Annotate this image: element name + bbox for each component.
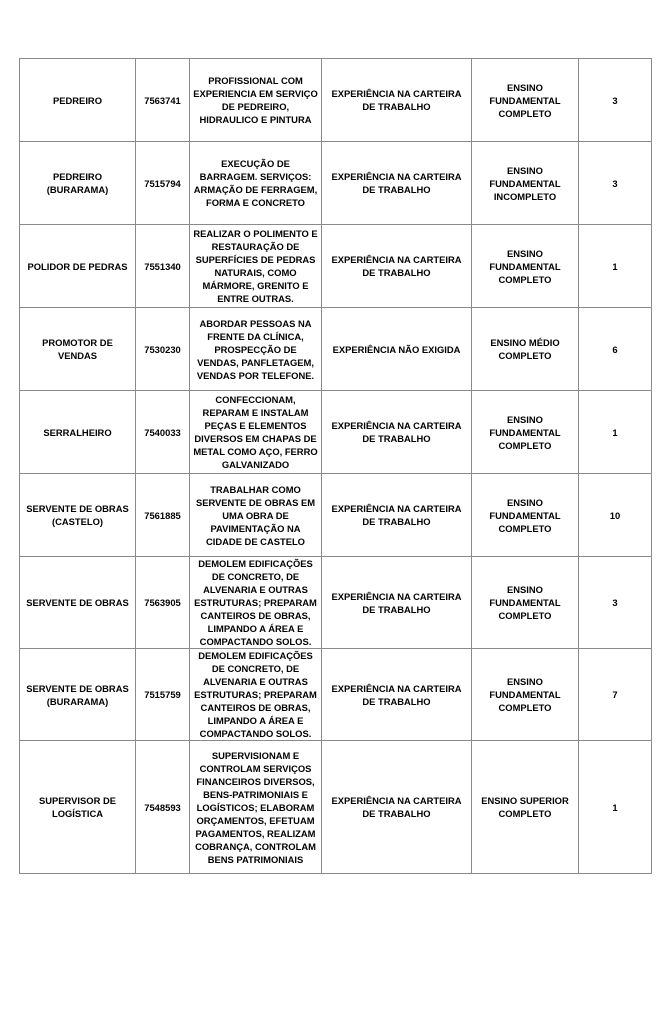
vacancies-cell: 3 bbox=[579, 142, 652, 225]
job-code-cell: 7561885 bbox=[136, 474, 190, 557]
experience-cell: EXPERIÊNCIA NA CARTEIRA DE TRABALHO bbox=[322, 391, 472, 474]
job-title-cell: SERVENTE DE OBRAS (CASTELO) bbox=[20, 474, 136, 557]
job-description-cell: EXECUÇÃO DE BARRAGEM. SERVIÇOS: ARMAÇÃO DE FERRAGEM, FORMA E CONCRETO bbox=[190, 142, 322, 225]
job-description-cell: SUPERVISIONAM E CONTROLAM SERVIÇOS FINANCEIROS DIVERSOS, BENS-PATRIMONIAIS E LOGÍSTICOS; ELABORAM ORÇAMENTOS, EFETUAM PAGAMENTOS, REALIZAM COBRANÇA, CONTROLAM BENS PATRIMONIAIS bbox=[190, 741, 322, 874]
education-cell: ENSINO MÉDIO COMPLETO bbox=[472, 308, 579, 391]
vacancies-cell: 10 bbox=[579, 474, 652, 557]
job-title-cell: SERVENTE DE OBRAS (BURARAMA) bbox=[20, 649, 136, 741]
table-row bbox=[20, 474, 652, 557]
job-title-cell: PEDREIRO bbox=[20, 59, 136, 142]
job-code-cell: 7563741 bbox=[136, 59, 190, 142]
vacancies-cell: 3 bbox=[579, 557, 652, 649]
job-code-cell: 7548593 bbox=[136, 741, 190, 874]
job-description-cell: DEMOLEM EDIFICAÇÕES DE CONCRETO, DE ALVENARIA E OUTRAS ESTRUTURAS; PREPARAM CANTEIROS DE OBRAS, LIMPANDO A ÁREA E COMPACTANDO SOLOS. bbox=[190, 557, 322, 649]
job-code-cell: 7515759 bbox=[136, 649, 190, 741]
job-description-cell: TRABALHAR COMO SERVENTE DE OBRAS EM UMA OBRA DE PAVIMENTAÇÃO NA CIDADE DE CASTELO bbox=[190, 474, 322, 557]
job-description-cell: REALIZAR O POLIMENTO E RESTAURAÇÃO DE SUPERFÍCIES DE PEDRAS NATURAIS, COMO MÁRMORE, GRENITO E ENTRE OUTRAS. bbox=[190, 225, 322, 308]
job-code-cell: 7530230 bbox=[136, 308, 190, 391]
education-cell: ENSINO SUPERIOR COMPLETO bbox=[472, 741, 579, 874]
job-description-cell: CONFECCIONAM, REPARAM E INSTALAM PEÇAS E ELEMENTOS DIVERSOS EM CHAPAS DE METAL COMO AÇO, FERRO GALVANIZADO bbox=[190, 391, 322, 474]
vacancies-cell: 3 bbox=[579, 59, 652, 142]
job-title-cell: PEDREIRO (BURARAMA) bbox=[20, 142, 136, 225]
job-title-cell: SUPERVISOR DE LOGÍSTICA bbox=[20, 741, 136, 874]
education-cell: ENSINO FUNDAMENTAL COMPLETO bbox=[472, 557, 579, 649]
education-cell: ENSINO FUNDAMENTAL COMPLETO bbox=[472, 649, 579, 741]
job-title-cell: SERVENTE DE OBRAS bbox=[20, 557, 136, 649]
education-cell: ENSINO FUNDAMENTAL COMPLETO bbox=[472, 391, 579, 474]
table-row bbox=[20, 308, 652, 391]
experience-cell: EXPERIÊNCIA NA CARTEIRA DE TRABALHO bbox=[322, 225, 472, 308]
table-row bbox=[20, 741, 652, 874]
job-code-cell: 7551340 bbox=[136, 225, 190, 308]
experience-cell: EXPERIÊNCIA NA CARTEIRA DE TRABALHO bbox=[322, 59, 472, 142]
job-vacancies-table bbox=[19, 58, 652, 874]
vacancies-cell: 1 bbox=[579, 391, 652, 474]
experience-cell: EXPERIÊNCIA NÃO EXIGIDA bbox=[322, 308, 472, 391]
job-title-cell: PROMOTOR DE VENDAS bbox=[20, 308, 136, 391]
experience-cell: EXPERIÊNCIA NA CARTEIRA DE TRABALHO bbox=[322, 741, 472, 874]
table-row bbox=[20, 557, 652, 649]
education-cell: ENSINO FUNDAMENTAL COMPLETO bbox=[472, 225, 579, 308]
table-row bbox=[20, 649, 652, 741]
job-code-cell: 7515794 bbox=[136, 142, 190, 225]
table-row bbox=[20, 59, 652, 142]
vacancies-cell: 7 bbox=[579, 649, 652, 741]
vacancies-cell: 1 bbox=[579, 225, 652, 308]
table-row bbox=[20, 225, 652, 308]
education-cell: ENSINO FUNDAMENTAL COMPLETO bbox=[472, 474, 579, 557]
table-row bbox=[20, 142, 652, 225]
job-description-cell: PROFISSIONAL COM EXPERIENCIA EM SERVIÇO DE PEDREIRO, HIDRAULICO E PINTURA bbox=[190, 59, 322, 142]
vacancies-cell: 1 bbox=[579, 741, 652, 874]
education-cell: ENSINO FUNDAMENTAL COMPLETO bbox=[472, 59, 579, 142]
experience-cell: EXPERIÊNCIA NA CARTEIRA DE TRABALHO bbox=[322, 142, 472, 225]
job-code-cell: 7540033 bbox=[136, 391, 190, 474]
job-code-cell: 7563905 bbox=[136, 557, 190, 649]
job-title-cell: SERRALHEIRO bbox=[20, 391, 136, 474]
job-description-cell: DEMOLEM EDIFICAÇÕES DE CONCRETO, DE ALVENARIA E OUTRAS ESTRUTURAS; PREPARAM CANTEIROS DE OBRAS, LIMPANDO A ÁREA E COMPACTANDO SOLOS. bbox=[190, 649, 322, 741]
experience-cell: EXPERIÊNCIA NA CARTEIRA DE TRABALHO bbox=[322, 649, 472, 741]
job-title-cell: POLIDOR DE PEDRAS bbox=[20, 225, 136, 308]
job-description-cell: ABORDAR PESSOAS NA FRENTE DA CLÍNICA, PROSPECÇÃO DE VENDAS, PANFLETAGEM, VENDAS POR TELEFONE. bbox=[190, 308, 322, 391]
table-row bbox=[20, 391, 652, 474]
vacancies-cell: 6 bbox=[579, 308, 652, 391]
experience-cell: EXPERIÊNCIA NA CARTEIRA DE TRABALHO bbox=[322, 557, 472, 649]
education-cell: ENSINO FUNDAMENTAL INCOMPLETO bbox=[472, 142, 579, 225]
experience-cell: EXPERIÊNCIA NA CARTEIRA DE TRABALHO bbox=[322, 474, 472, 557]
